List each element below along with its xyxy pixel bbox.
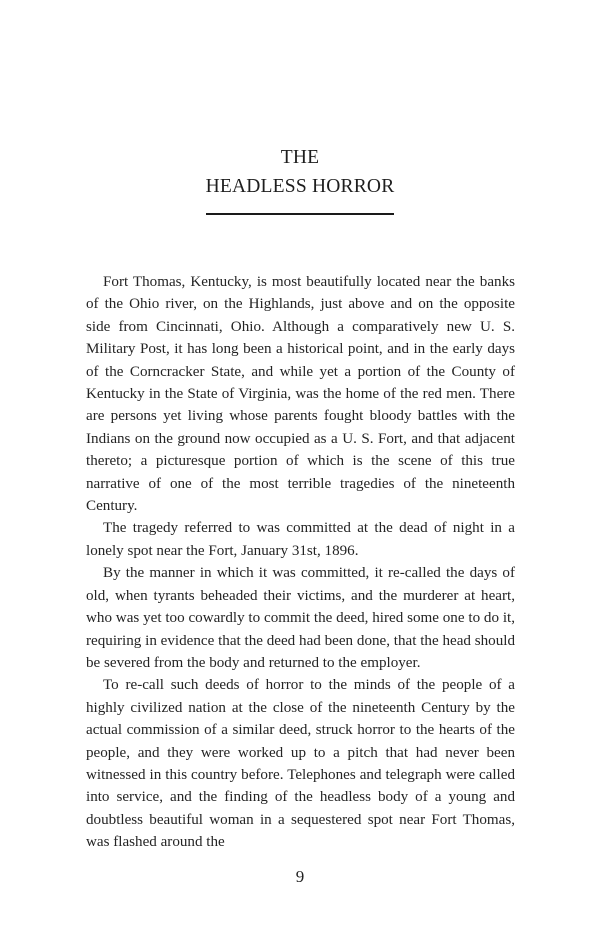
chapter-title-line-2: HEADLESS HORROR [205,176,395,197]
title-underline-rule [206,213,394,215]
chapter-title-line-1: THE [280,147,320,168]
paragraph-1: Fort Thomas, Kentucky, is most beautifully located near the banks of the Ohio river, on the Highlands, just above and on the opposite side from Cincinnati, Ohio. Although a comparatively new U. S. Military Post, it has long been a historical point, and in the early days of the Corncracker State, and while yet a portion of the County of Kentucky in the State of Virginia, was the home of the red men. There are persons yet living whose parents fought bloody battles with the Indians on the ground now occupied as a U. S. Fort, and that adjacent thereto; a picturesque portion of which is the scene of this true narrative of one of the most terrible tragedies of the nineteenth Century. [86,274,515,515]
paragraph-2: The tragedy referred to was committed at the dead of night in a lonely spot near the Fort, January 31st, 1896. [86,520,515,559]
paragraph-3: By the manner in which it was committed, it re-called the days of old, when tyrants beheaded their victims, and the murderer at heart, who was yet too cowardly to commit the deed, hired some one to do it, requiring in evidence that the deed had been done, that the head should be severed from the body and returned to the employer. [86,565,515,671]
paragraph-4: To re-call such deeds of horror to the minds of the people of a highly civilized nation at the close of the nineteenth Century by the actual commission of a similar deed, struck horror to the hearts of the people, and they were worked up to a pitch that had never been witnessed in this country before. Telephones and telegraph were called into service, and the finding of the headless body of a young and doubtless beautiful woman in a sequestered spot near Fort Thomas, was flashed around the [86,677,515,851]
page-number: 9 [295,867,305,886]
chapter-title [0,143,600,201]
chapter-body [86,271,515,854]
